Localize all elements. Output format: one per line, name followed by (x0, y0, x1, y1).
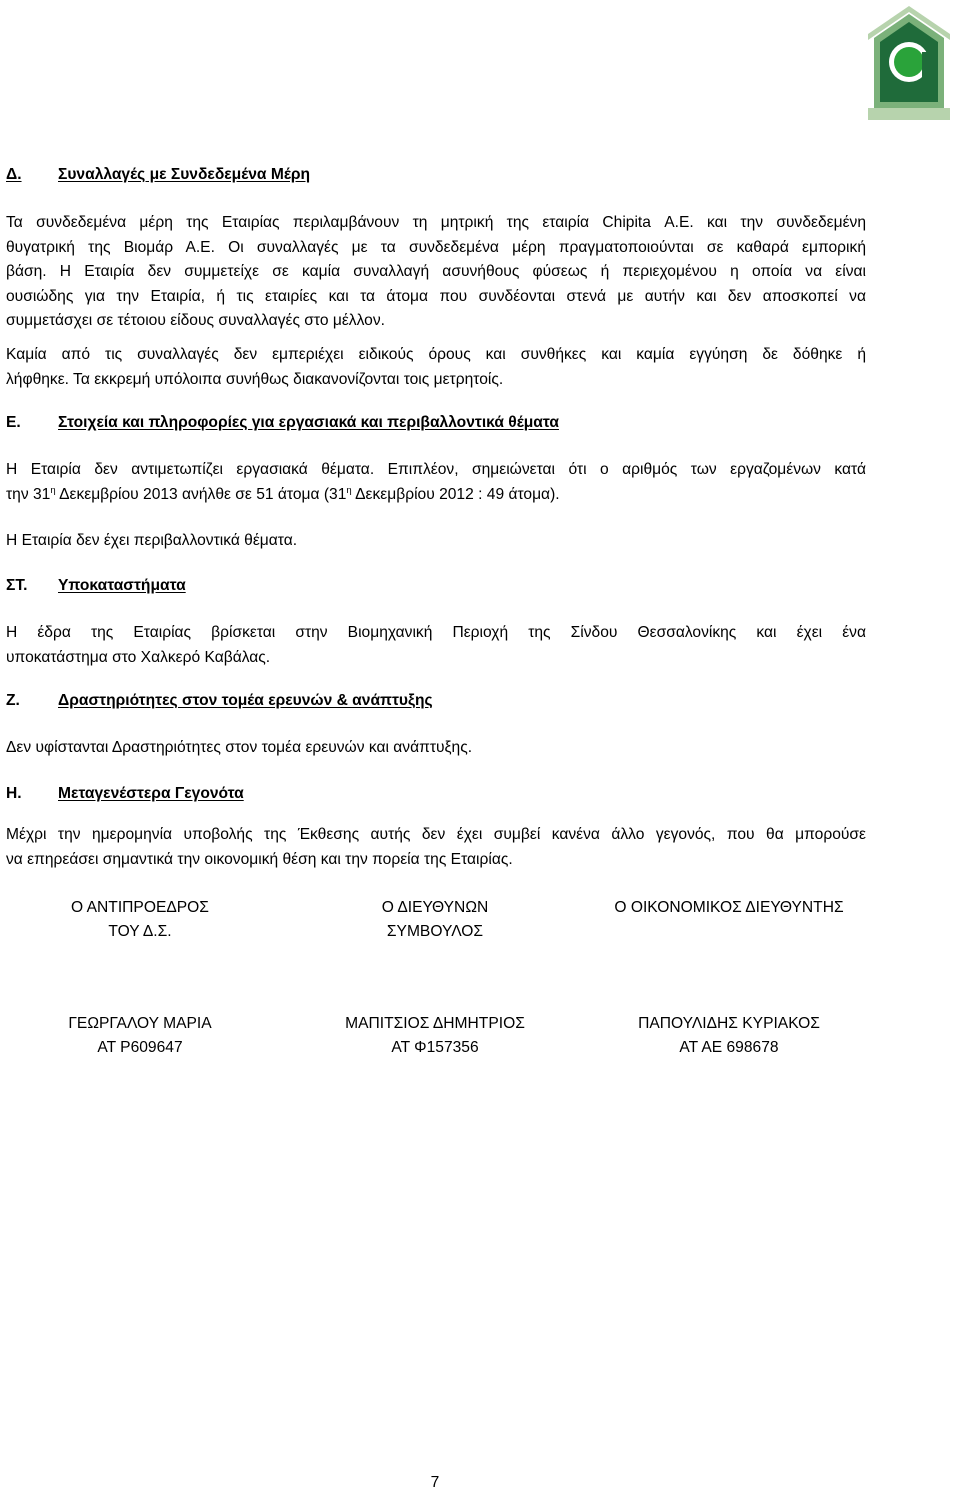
text-line: Δεν υφίστανται Δραστηριότητες στον τομέα ερευνών και ανάπτυξης. (6, 739, 473, 756)
logo-dot (894, 47, 924, 77)
superscript: η (50, 484, 56, 496)
text-fragment: Δεκεμβρίου 2013 ανήλθε σε 51 άτομα (31 (55, 485, 347, 503)
signatory-id: ΑΤ Ρ609647 (97, 1038, 183, 1056)
section-d-paragraph-1 (6, 211, 866, 334)
section-e-paragraph-1 (6, 458, 866, 507)
section-d-heading (6, 166, 310, 184)
signature-role-1 (40, 896, 240, 943)
section-title: Δραστηριότητες στον τομέα ερευνών & ανάπτυξης (58, 692, 433, 709)
section-e-heading (6, 414, 559, 432)
section-number: Δ. (6, 166, 22, 183)
logo-stem (922, 52, 938, 102)
section-number: Ζ. (6, 692, 20, 709)
text-line: ουσιώδης για την Εταιρία, ή τις εταιρίες και τα άτομα που συνδέονται στενά με αυτήν και δεν αποσκοπεί να (6, 287, 866, 305)
superscript: η (346, 484, 352, 496)
signatory-name: ΓΕΩΡΓΑΛΟΥ ΜΑΡΙΑ (68, 1015, 212, 1032)
text-line (6, 483, 866, 508)
text-line: Καμία από τις συναλλαγές δεν εμπεριέχει ειδικούς όρους και συνθήκες και καμία εγγύηση δε δόθηκε ή (6, 346, 866, 363)
section-z-heading (6, 692, 433, 710)
signatory-id: ΑΤ ΑΕ 698678 (679, 1038, 779, 1056)
text-line: λήφθηκε. Τα εκκρεμή υπόλοιπα συνήθως διακανονίζονται τοις μετρητοίς. (6, 370, 504, 388)
text-line: θυγατρική της Βιομάρ Α.Ε. Οι συναλλαγές με τα συνδεδεμένα μέρη πραγματοποιούνται σε καθαρά εμπορική (6, 238, 866, 256)
section-z-paragraph-1 (6, 736, 866, 761)
signature-name-3 (600, 1012, 858, 1059)
section-title: Υποκαταστήματα (58, 577, 186, 594)
signatory-name: ΜΑΠΙΤΣΙΟΣ ΔΗΜΗΤΡΙΟΣ (345, 1015, 525, 1032)
role-line: ΤΟΥ Δ.Σ. (108, 922, 172, 940)
text-fragment: την 31 (6, 485, 51, 503)
text-line: Μέχρι την ημερομηνία υποβολής της Έκθεσης αυτής δεν έχει συμβεί κανένα άλλο γεγονός, που θα μπορούσε (6, 826, 866, 843)
section-d-paragraph-2 (6, 343, 866, 392)
section-title: Μεταγενέστερα Γεγονότα (58, 785, 244, 802)
company-logo (866, 4, 952, 122)
signature-name-2 (335, 1012, 535, 1059)
text-line: συμμετάσχει σε τέτοιου είδους συναλλαγές στο μέλλον. (6, 312, 385, 329)
role-line: ΣΥΜΒΟΥΛΟΣ (386, 922, 484, 940)
text-line: βάση. Η Εταιρία δεν συμμετείχε σε καμία συναλλαγή ασυνήθους φύσεως ή περιεχομένου η οποία να είναι (6, 263, 866, 280)
section-title: Στοιχεία και πληροφορίες για εργασιακά και περιβαλλοντικά θέματα (58, 414, 559, 431)
text-line: Η έδρα της Εταιρίας βρίσκεται στην Βιομηχανική Περιοχή της Σίνδου Θεσσαλονίκης και έχει ένα (6, 624, 866, 641)
section-st-paragraph-1 (6, 621, 866, 670)
role-line: Ο ΔΙΕΥΘΥΝΩΝ (381, 899, 489, 916)
page-number: 7 (430, 1474, 440, 1491)
logo-base (868, 108, 950, 120)
section-st-heading (6, 577, 186, 595)
signatory-id: ΑΤ Φ157356 (391, 1038, 479, 1056)
text-line: Τα συνδεδεμένα μέρη της Εταιρίας περιλαμβάνουν τη μητρική της εταιρία Chipita Α.Ε. και την συνδεδεμένη (6, 214, 866, 231)
text-line: Η Εταιρία δεν αντιμετωπίζει εργασιακά θέματα. Επιπλέον, σημειώνεται ότι ο αριθμός των εργαζομένων κατά (6, 461, 866, 478)
signature-name-1 (40, 1012, 240, 1059)
signature-role-2 (335, 896, 535, 943)
signatory-name: ΠΑΠΟΥΛΙΔΗΣ ΚΥΡΙΑΚΟΣ (638, 1015, 820, 1032)
section-number: Η. (6, 785, 22, 802)
text-fragment: Δεκεμβρίου 2012 : 49 άτομα). (351, 485, 560, 503)
section-h-heading (6, 785, 244, 803)
section-h-paragraph-1 (6, 823, 866, 872)
role-line: Ο ΑΝΤΙΠΡΟΕΔΡΟΣ (71, 899, 209, 916)
role-line: Ο ΟΙΚΟΝΟΜΙΚΟΣ ΔΙΕΥΘΥΝΤΗΣ (614, 899, 844, 916)
text-line: Η Εταιρία δεν έχει περιβαλλοντικά θέματα. (6, 532, 298, 549)
section-number: ΣΤ. (6, 577, 28, 594)
text-line: υποκατάστημα στο Χαλκερό Καβάλας. (6, 648, 271, 666)
section-number: Ε. (6, 414, 21, 431)
section-title: Συναλλαγές με Συνδεδεμένα Μέρη (58, 166, 311, 183)
text-line: να επηρεάσει σημαντικά την οικονομική θέση και την πορεία της Εταιρίας. (6, 850, 513, 868)
section-e-paragraph-2 (6, 529, 866, 554)
signature-role-3 (600, 896, 858, 920)
